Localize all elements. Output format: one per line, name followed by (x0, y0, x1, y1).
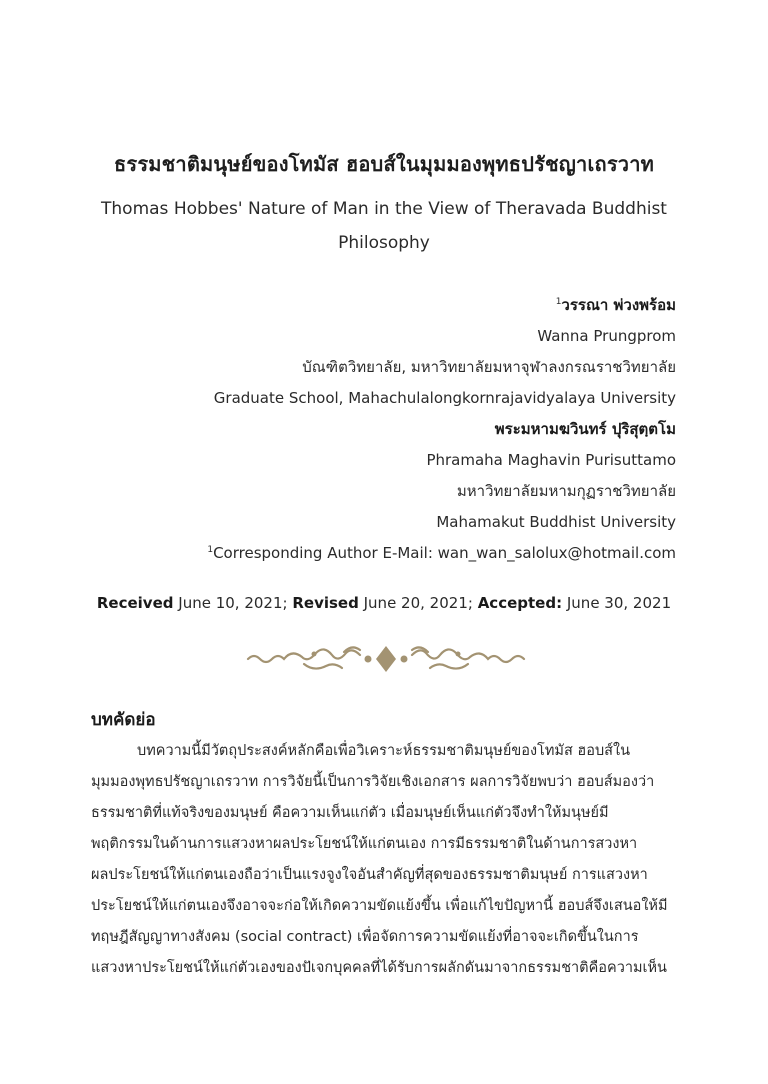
author1-superscript: 1 (555, 297, 562, 307)
title-thai: ธรรมชาติมนุษย์ของโทมัส ฮอบส์ในมุมมองพุทธปรัชญาเถรวาท (113, 152, 655, 176)
abstract-body (91, 736, 677, 984)
corresponding-author (116, 538, 676, 569)
accepted-label: Accepted: (477, 594, 563, 612)
abstract-line: ประโยชน์ให้แก่ตนเองจึงอาจจะก่อให้เกิดความขัดแย้งขึ้น เพื่อแก้ไขปัญหานี้ ฮอบส์จึงเสนอให้มี (91, 898, 668, 914)
submission-dates (0, 594, 768, 612)
abstract-line: ทฤษฎีสัญญาทางสังคม (social contract) เพื่อจัดการความขัดแย้งที่อาจจะเกิดขึ้นในการ (91, 929, 639, 945)
corresponding-superscript: 1 (207, 545, 214, 555)
corresponding-email: Corresponding Author E-Mail: wan_wan_salolux@hotmail.com (213, 544, 676, 562)
author1-english: Wanna Prungprom (537, 327, 676, 345)
abstract-line: ผลประโยชน์ให้แก่ตนเองถือว่าเป็นแรงจูงใจอันสำคัญที่สุดของธรรมชาติมนุษย์ การแสวงหา (91, 867, 648, 883)
abstract-line: พฤติกรรมในด้านการแสวงหาผลประโยชน์ให้แก่ตนเอง การมีธรรมชาติในด้านการสวงหา (91, 836, 638, 852)
affiliation1-thai: บัณฑิตวิทยาลัย, มหาวิทยาลัยมหาจุฬาลงกรณราชวิทยาลัย (302, 358, 676, 376)
author1-thai-name: วรรณา พ่วงพร้อม (561, 296, 676, 314)
title-english: Thomas Hobbes' Nature of Man in the View of Theravada Buddhist Philosophy (101, 199, 667, 253)
received-label: Received (96, 594, 174, 612)
author-block (116, 290, 676, 569)
abstract-line: แสวงหาประโยชน์ให้แก่ตัวเองของปัเจกบุคคลที่ได้รับการผลักดันมาจากธรรมชาติคือความเห็น (91, 960, 667, 976)
author2-english: Phramaha Maghavin Purisuttamo (426, 451, 676, 469)
abstract-line: มุมมองพุทธปรัชญาเถรวาท การวิจัยนี้เป็นการวิจัยเชิงเอกสาร ผลการวิจัยพบว่า ฮอบส์มองว่า (91, 774, 655, 790)
author1-thai (116, 290, 676, 321)
affiliation2-english: Mahamakut Buddhist University (436, 513, 676, 531)
revised-label: Revised (292, 594, 359, 612)
affiliation2-thai: มหาวิทยาลัยมหามกุฏราชวิทยาลัย (456, 482, 676, 500)
revised-date: June 20, 2021; (363, 594, 473, 612)
abstract-line: ธรรมชาติที่แท้จริงของมนุษย์ คือความเห็นแก่ตัว เมื่อมนุษย์เห็นแก่ตัวจึงทำให้มนุษย์มี (91, 805, 609, 821)
abstract-line: บทความนี้มีวัตถุประสงค์หลักคือเพื่อวิเคราะห์ธรรมชาติมนุษย์ของโทมัส ฮอบส์ใน (137, 743, 631, 759)
affiliation1-english: Graduate School, Mahachulalongkornrajavidyalaya University (213, 389, 676, 407)
author2-thai: พระมหามฆวินทร์ ปุริสุตฺตโม (494, 420, 676, 438)
abstract-heading: บทคัดย่อ (91, 710, 156, 730)
accepted-date: June 30, 2021 (566, 594, 672, 612)
decorative-flourish-divider-icon (244, 640, 528, 678)
received-date: June 10, 2021; (178, 594, 288, 612)
